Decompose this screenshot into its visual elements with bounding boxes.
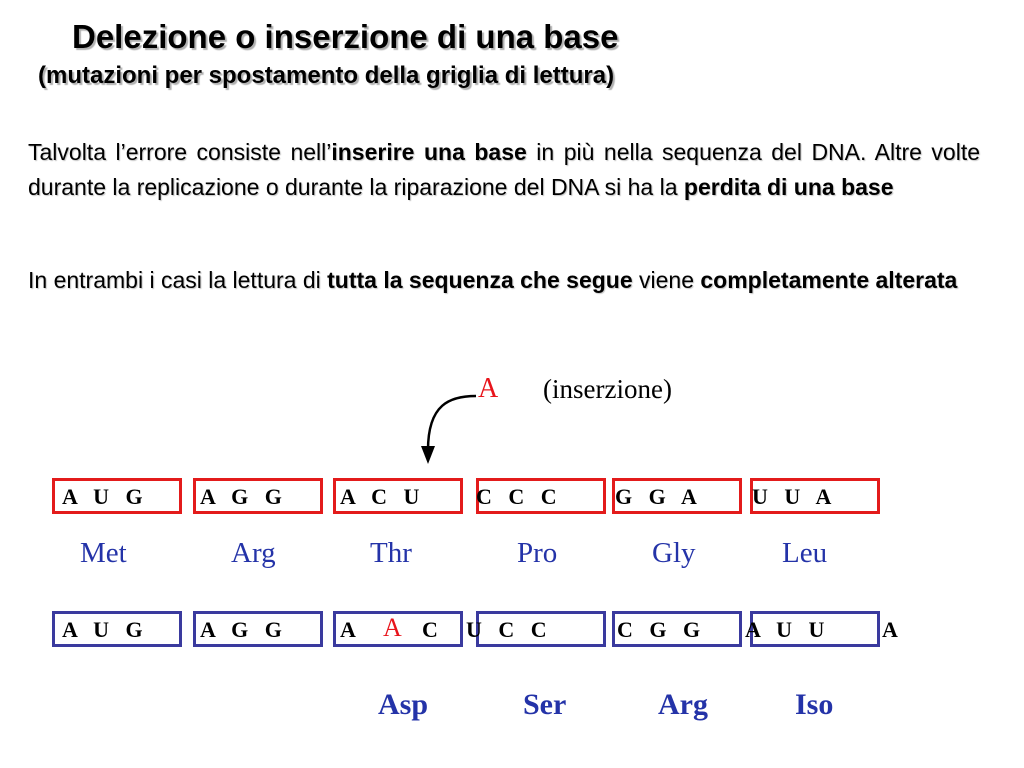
- emphasis-lose-base: perdita di una base: [683, 174, 894, 200]
- insertion-arrow-icon: [410, 386, 490, 466]
- amino-acid-label: Gly: [652, 537, 696, 569]
- amino-acid-label: Thr: [370, 537, 412, 569]
- codon-text: G G A: [615, 484, 697, 509]
- amino-acid-label: Arg: [658, 688, 708, 721]
- inserted-base-letter: A: [478, 373, 499, 404]
- slide-subtitle: (mutazioni per spostamento della griglia di lettura): [38, 62, 615, 89]
- codon-text: A G G: [200, 484, 282, 509]
- amino-acid-label: Arg: [231, 537, 276, 569]
- codon-text: U U A: [752, 484, 832, 509]
- inserted-base: A: [383, 613, 402, 642]
- codon-text: A C U: [340, 484, 420, 509]
- codon-text: C C C: [476, 484, 557, 509]
- amino-acid-label: Met: [80, 537, 127, 569]
- codon-text: U C C: [466, 617, 547, 642]
- codon-text: A U G: [62, 484, 143, 509]
- emphasis-insert-base: inserire una base: [331, 139, 527, 165]
- amino-acid-label: Iso: [795, 688, 834, 721]
- paragraph-insertion-deletion: Talvolta l’errore consiste nell’inserire una base in più nella sequenza del DNA. Altre volte durante la replicazione o durante la riparazione del DNA si ha la perdita di una base: [28, 139, 981, 200]
- codon-text: A G G: [200, 617, 282, 642]
- emphasis-sequence-follows: tutta la sequenza che segue: [327, 267, 633, 293]
- slide-title: Delezione o inserzione di una base: [72, 18, 619, 55]
- codon-text: C: [422, 617, 438, 642]
- emphasis-altered: completamente alterata: [700, 267, 958, 293]
- amino-acid-label: Asp: [378, 688, 429, 721]
- codon-text: A: [340, 617, 356, 642]
- amino-acid-label: Leu: [782, 537, 828, 569]
- codon-text: A: [882, 617, 898, 642]
- paragraph-consequence: In entrambi i casi la lettura di tutta la sequenza che segue viene completamente alterata: [28, 267, 958, 293]
- codon-text: A U U: [745, 617, 825, 642]
- insertion-label: (inserzione): [543, 374, 672, 404]
- codon-text: A U G: [62, 617, 143, 642]
- codon-text: C G G: [617, 617, 701, 642]
- amino-acid-label: Pro: [517, 537, 558, 569]
- amino-acid-label: Ser: [523, 688, 567, 721]
